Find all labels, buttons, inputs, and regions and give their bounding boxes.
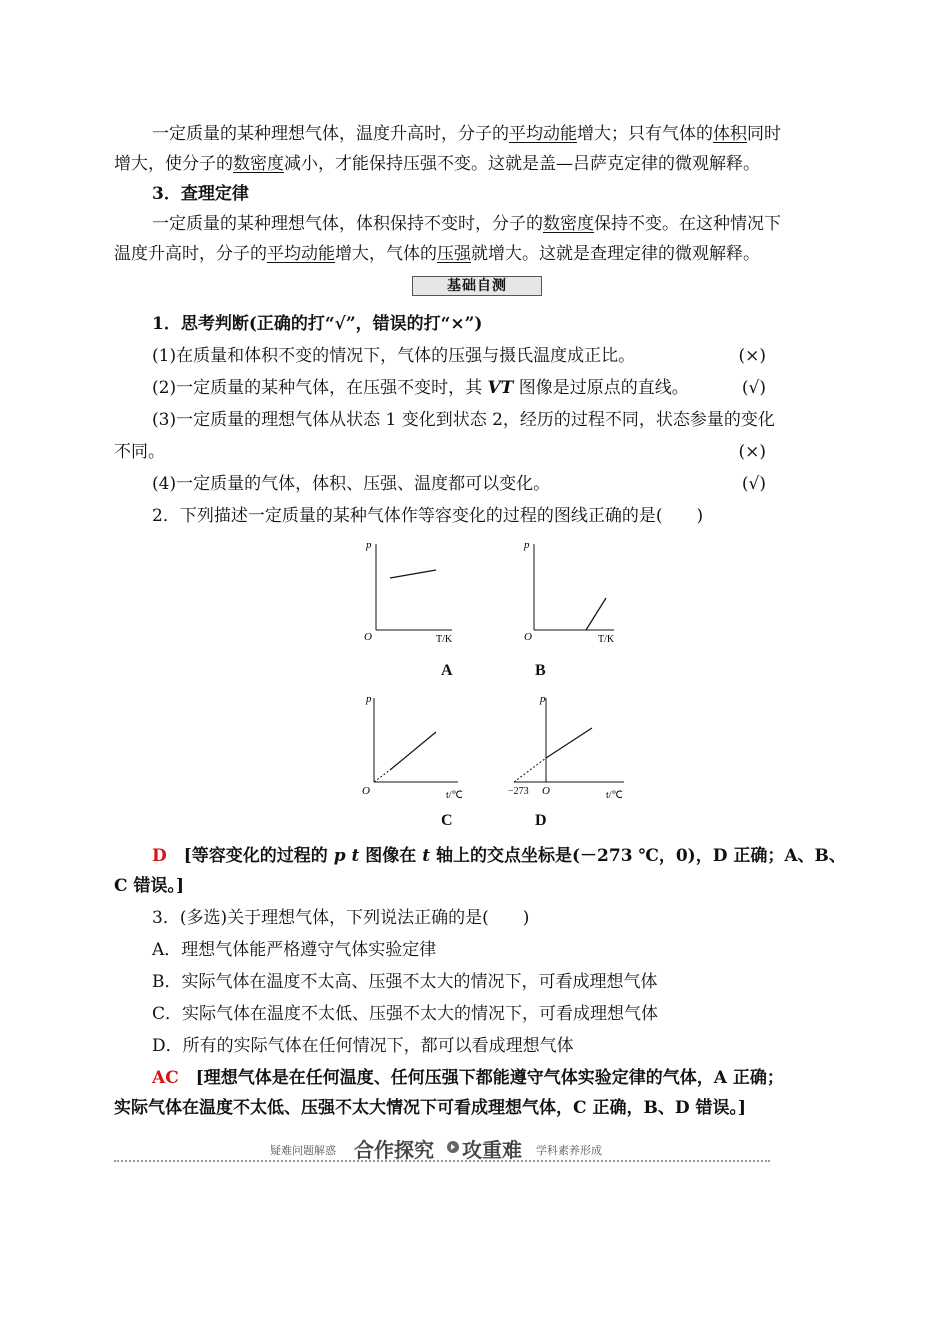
intro-line-1: 一定质量的某种理想气体，温度升高时，分子的平均动能增大；只有气体的体积同时 [152, 124, 781, 144]
q1-statement-2: (2)一定质量的某种气体，在压强不变时，其 VT 图像是过原点的直线。 [152, 378, 689, 398]
q1-statement-3-line-2: 不同。 [114, 442, 165, 462]
q3-option-c: C．实际气体在温度不太低、压强不太大的情况下，可看成理想气体 [152, 1004, 659, 1024]
intro-line-5: 温度升高时，分子的平均动能增大，气体的压强就增大。这就是查理定律的微观解释。 [114, 244, 760, 264]
graph-c-dashed [374, 770, 390, 782]
graph-c-origin: O [362, 785, 370, 797]
q3-title: 3．(多选)关于理想气体，下列说法正确的是( ) [152, 908, 530, 928]
term-volume: 体积 [713, 124, 747, 144]
graph-c-line [390, 732, 436, 770]
footer-title-2: 攻重难 [462, 1138, 522, 1162]
intro-line-4: 一定质量的某种理想气体，体积保持不变时，分子的数密度保持不变。在这种情况下 [152, 214, 781, 234]
graph-a-line [390, 570, 436, 578]
graph-c-t-label: t/℃ [446, 790, 463, 801]
graph-d-p-label: p [540, 693, 546, 705]
term-average-kinetic-energy: 平均动能 [509, 124, 577, 144]
footer-left-caption: 疑难问题解惑 [270, 1144, 336, 1157]
q1-statement-3-line-1: (3)一定质量的理想气体从状态 1 变化到状态 2，经历的过程不同，状态参量的变化 [152, 410, 775, 430]
q2-answer: D [152, 846, 167, 866]
graph-b-T-label: T/K [598, 634, 615, 645]
q1-mark-4: (√) [741, 474, 766, 494]
q3-option-b: B．实际气体在温度不太高、压强不太大的情况下，可看成理想气体 [152, 972, 658, 992]
graph-d [506, 690, 632, 804]
q2-title: 2．下列描述一定质量的某种气体作等容变化的过程的图线正确的是( ) [152, 506, 704, 526]
graph-b [518, 536, 628, 648]
graph-d-dashed [514, 758, 546, 782]
q3-option-d: D．所有的实际气体在任何情况下，都可以看成理想气体 [152, 1036, 574, 1056]
intro-line-2: 增大，使分子的数密度减小，才能保持压强不变。这就是盖—吕萨克定律的微观解释。 [114, 154, 760, 174]
q1-mark-3: (×) [738, 442, 766, 462]
graph-b-line [586, 598, 606, 630]
graph-a-origin: O [364, 631, 372, 643]
q1-statement-1: (1)在质量和体积不变的情况下，气体的压强与摄氏温度成正比。 [152, 346, 636, 366]
graph-b-letter: B [535, 662, 546, 679]
graph-a-p-label: p [366, 539, 372, 551]
section-footer-header [114, 1134, 770, 1164]
q3-answer: AC [152, 1068, 179, 1088]
q1-mark-1: (×) [738, 346, 766, 366]
graph-c-letter: C [441, 812, 453, 829]
graph-a-letter: A [441, 662, 453, 679]
graph-d-line [546, 728, 592, 758]
footer-divider [114, 1160, 770, 1166]
graph-c [358, 690, 468, 804]
q3-explanation-line-2: 实际气体在温度不太低、压强不太大情况下可看成理想气体，C 正确，B、D 错误。] [114, 1098, 747, 1118]
arrow-circle-icon [446, 1140, 460, 1154]
q2-explanation-line-2: C 错误。] [114, 876, 184, 896]
graph-d-letter: D [535, 812, 547, 829]
q1-mark-2: (√) [741, 378, 766, 398]
q3-explanation-line-1: AC [理想气体是在任何温度、任何压强下都能遵守气体实验定律的气体，A 正确； [152, 1068, 784, 1088]
graph-b-origin: O [524, 631, 532, 643]
section-banner: 基础自测 [412, 276, 542, 296]
q1-title: 1．思考判断(正确的打“√”，错误的打“×”) [152, 314, 483, 334]
q1-statement-4: (4)一定质量的气体，体积、压强、温度都可以变化。 [152, 474, 551, 494]
graph-d-neg273: −273 [508, 786, 529, 797]
graph-d-origin: O [542, 785, 550, 797]
q3-option-a: A．理想气体能严格遵守气体实验定律 [152, 940, 437, 960]
q2-explanation-line-1: D [等容变化的过程的 p t 图像在 t 轴上的交点坐标是(－273 ℃，0)，D 正确；A、B、 [152, 846, 846, 866]
footer-right-caption: 学科素养形成 [536, 1144, 602, 1157]
graph-a-T-label: T/K [436, 634, 453, 645]
graph-a [360, 536, 460, 648]
graph-c-p-label: p [366, 693, 372, 705]
term-number-density: 数密度 [233, 154, 284, 174]
graph-d-t-label: t/℃ [606, 790, 623, 801]
section-heading-charles-law: 3．查理定律 [152, 184, 249, 204]
footer-title-1: 合作探究 [354, 1138, 434, 1162]
graph-b-p-label: p [524, 539, 530, 551]
